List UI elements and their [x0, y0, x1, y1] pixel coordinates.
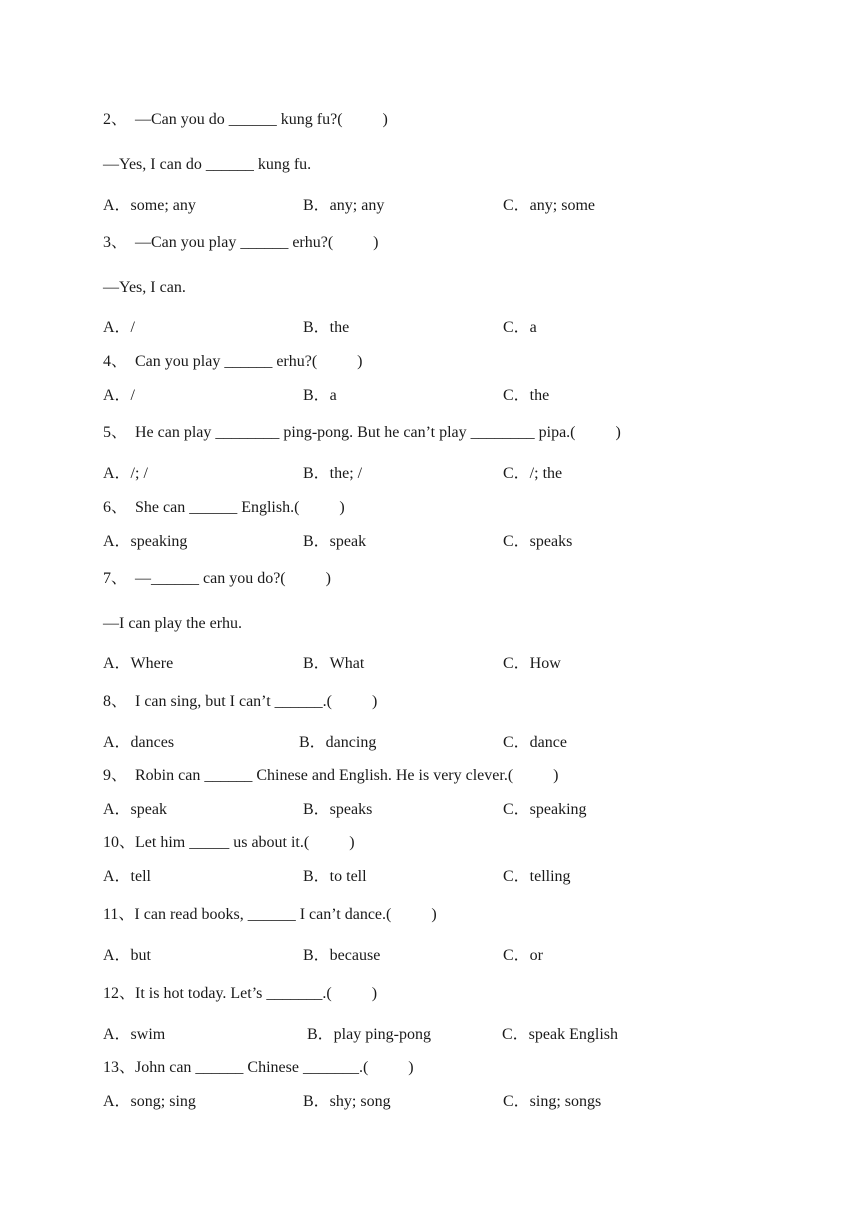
question-2-answer-line: —Yes, I can do ______ kung fu.	[103, 156, 312, 173]
question-9-option-c: C．speaking	[503, 801, 587, 818]
question-3-option-c: C．a	[503, 319, 537, 336]
question-4-option-a: A．/	[103, 387, 136, 404]
question-13-option-b: B．shy; song	[303, 1093, 391, 1110]
question-11-prompt: 11、I can read books, ______ I can’t dance.( )	[103, 906, 437, 923]
question-3-prompt: 3、 —Can you play ______ erhu?( )	[103, 234, 379, 251]
question-10-option-c: C．telling	[503, 868, 571, 885]
question-2-option-b: B．any; any	[303, 197, 385, 214]
question-7-prompt: 7、 —______ can you do?( )	[103, 570, 331, 587]
question-5-option-b: B．the; /	[303, 465, 363, 482]
question-9-prompt: 9、 Robin can ______ Chinese and English. He is very clever.( )	[103, 767, 559, 784]
question-8-option-c: C．dance	[503, 734, 567, 751]
question-7-option-b: B．What	[303, 655, 365, 672]
question-3-option-b: B．the	[303, 319, 350, 336]
question-6-option-a: A．speaking	[103, 533, 188, 550]
question-11-option-b: B．because	[303, 947, 381, 964]
question-13-option-a: A．song; sing	[103, 1093, 196, 1110]
question-7-option-c: C．How	[503, 655, 561, 672]
question-5-prompt: 5、 He can play ________ ping-pong. But he can’t play ________ pipa.( )	[103, 424, 621, 441]
question-4-option-c: C．the	[503, 387, 550, 404]
question-13-option-c: C．sing; songs	[503, 1093, 602, 1110]
question-13-prompt: 13、John can ______ Chinese _______.( )	[103, 1059, 414, 1076]
question-5-option-c: C．/; the	[503, 465, 563, 482]
question-7-answer-line: —I can play the erhu.	[103, 615, 243, 632]
question-4-prompt: 4、 Can you play ______ erhu?( )	[103, 353, 363, 370]
question-4-option-b: B．a	[303, 387, 337, 404]
question-12-option-a: A．swim	[103, 1026, 166, 1043]
question-2-option-c: C．any; some	[503, 197, 595, 214]
question-10-option-b: B．to tell	[303, 868, 367, 885]
question-12-option-c: C．speak English	[502, 1026, 618, 1043]
question-3-option-a: A．/	[103, 319, 136, 336]
question-5-option-a: A．/; /	[103, 465, 148, 482]
question-9-option-a: A．speak	[103, 801, 167, 818]
question-11-option-c: C．or	[503, 947, 544, 964]
question-9-option-b: B．speaks	[303, 801, 373, 818]
question-8-option-b: B．dancing	[299, 734, 377, 751]
question-7-option-a: A．Where	[103, 655, 174, 672]
question-12-prompt: 12、It is hot today. Let’s _______.( )	[103, 985, 378, 1002]
question-6-option-c: C．speaks	[503, 533, 573, 550]
question-6-option-b: B．speak	[303, 533, 367, 550]
question-10-option-a: A．tell	[103, 868, 151, 885]
question-8-option-a: A．dances	[103, 734, 175, 751]
question-10-prompt: 10、Let him _____ us about it.( )	[103, 834, 355, 851]
question-6-prompt: 6、 She can ______ English.( )	[103, 499, 345, 516]
question-2-prompt: 2、 —Can you do ______ kung fu?( )	[103, 111, 388, 128]
question-12-option-b: B．play ping-pong	[307, 1026, 431, 1043]
question-3-answer-line: —Yes, I can.	[103, 279, 186, 296]
question-8-prompt: 8、 I can sing, but I can’t ______.( )	[103, 693, 378, 710]
question-11-option-a: A．but	[103, 947, 152, 964]
question-2-option-a: A．some; any	[103, 197, 196, 214]
